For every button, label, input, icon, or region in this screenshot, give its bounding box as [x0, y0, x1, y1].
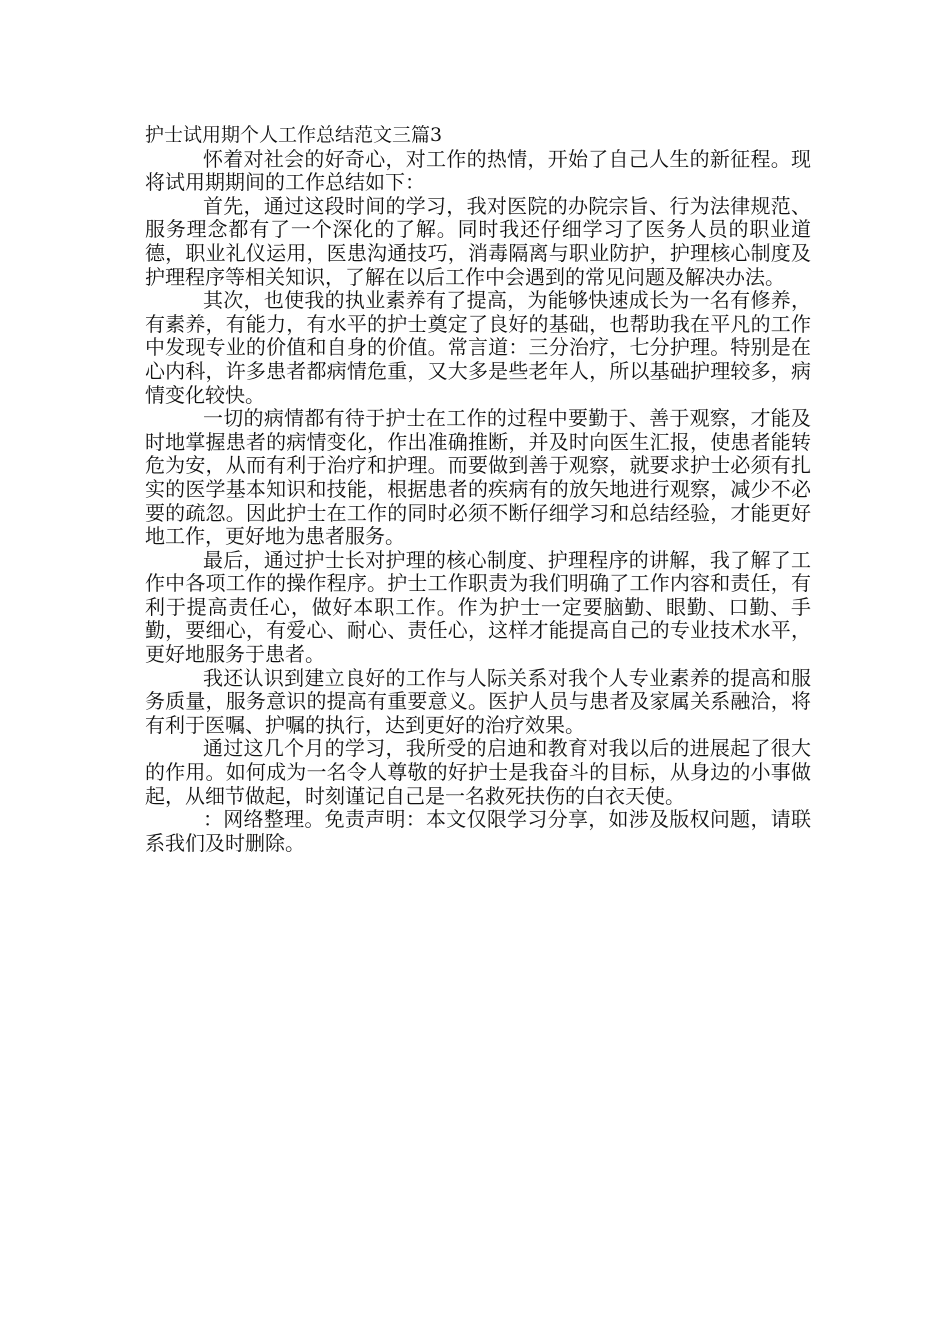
paragraph-last: 最后，通过护士长对护理的核心制度、护理程序的讲解，我了解了工作中各项工作的操作程序。护士工作职责为我们明确了工作内容和责任，有利于提高责任心，做好本职工作。作为护士一定要脑勤、眼勤、口勤、手勤，要细心，有爱心、耐心、责任心，这样才能提高自己的专业技术水平，更好地服务于患者。 — [145, 547, 811, 667]
paragraph-relationships: 我还认识到建立良好的工作与人际关系对我个人专业素养的提高和服务质量，服务意识的提高有重要意义。医护人员与患者及家属关系融洽，将有利于医嘱、护嘱的执行，达到更好的治疗效果。 — [145, 665, 811, 737]
document-page — [145, 124, 811, 855]
paragraph-first: 首先，通过这段时间的学习，我对医院的办院宗旨、行为法律规范、服务理念都有了一个深化的了解。同时我还仔细学习了医务人员的职业道德，职业礼仪运用，医患沟通技巧，消毒隔离与职业防护，护理核心制度及护理程序等相关知识，了解在以后工作中会遇到的常见问题及解决办法。 — [145, 193, 811, 289]
disclaimer: ：网络整理。免责声明：本文仅限学习分享，如涉及版权问题，请联系我们及时删除。 — [145, 807, 811, 855]
paragraph-second: 其次，也使我的执业素养有了提高，为能够快速成长为一名有修养，有素养，有能力，有水平的护士奠定了良好的基础，也帮助我在平凡的工作中发现专业的价值和自身的价值。常言道：三分治疗，七分护理。特别是在心内科，许多患者都病情危重，又大多是些老年人，所以基础护理较多，病情变化较快。 — [145, 288, 811, 407]
paragraph-observation: 一切的病情都有待于护士在工作的过程中要勤于、善于观察，才能及时地掌握患者的病情变化，作出准确推断，并及时向医生汇报，使患者能转危为安，从而有利于治疗和护理。而要做到善于观察，就要求护士必须有扎实的医学基本知识和技能，根据患者的疾病有的放矢地进行观察，减少不必要的疏忽。因此护士在工作的同时必须不断仔细学习和总结经验，才能更好地工作，更好地为患者服务。 — [145, 406, 811, 549]
paragraph-conclusion: 通过这几个月的学习，我所受的启迪和教育对我以后的进展起了很大的作用。如何成为一名令人尊敬的好护士是我奋斗的目标，从身边的小事做起，从细节做起，时刻谨记自己是一名救死扶伤的白衣天使。 — [145, 736, 811, 808]
paragraph-intro: 怀着对社会的好奇心，对工作的热情，开始了自己人生的新征程。现将试用期期间的工作总结如下： — [145, 146, 811, 195]
document-title: 护士试用期个人工作总结范文三篇3 — [145, 124, 443, 146]
